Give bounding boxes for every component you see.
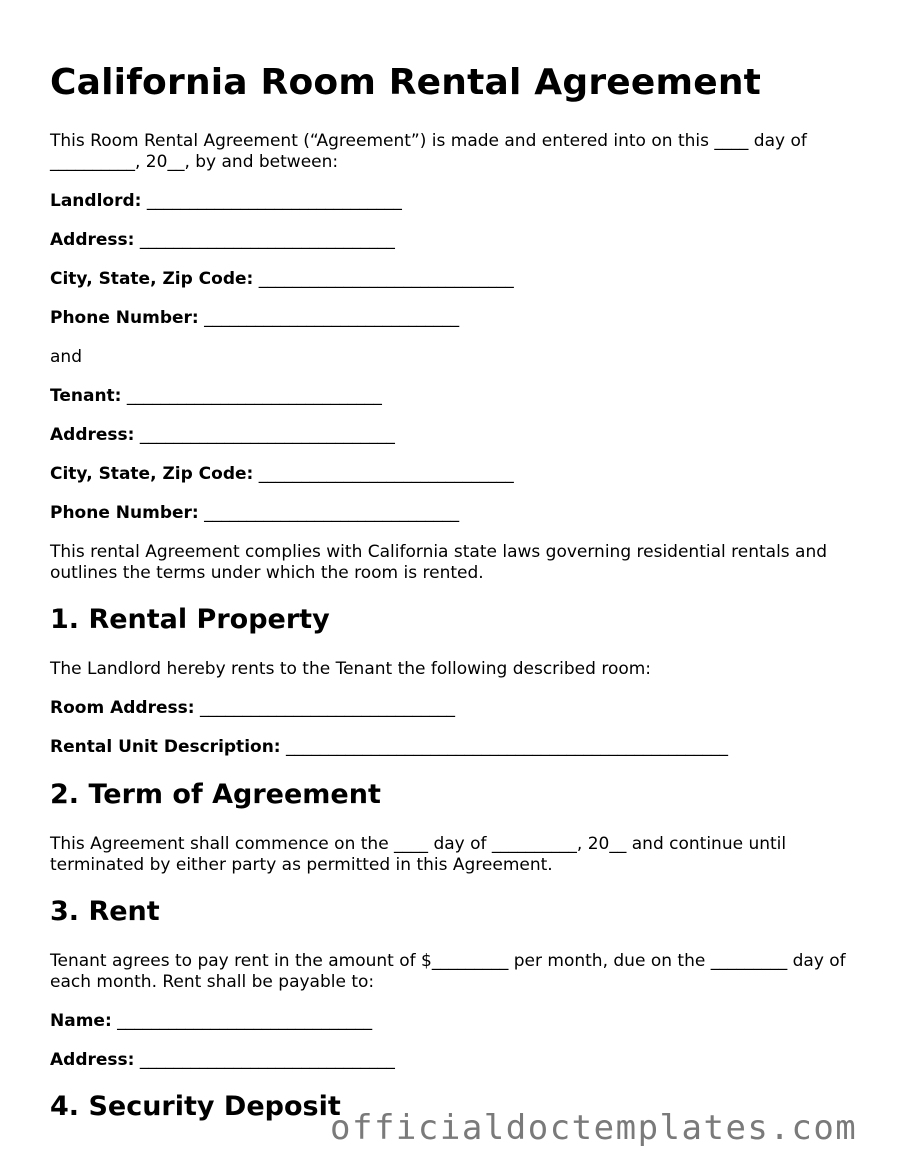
field-label: Tenant: xyxy=(50,386,122,406)
section-heading-term: 2. Term of Agreement xyxy=(50,779,381,810)
field-label: Address: xyxy=(50,1050,135,1070)
term-paragraph: This Agreement shall commence on the ____ day of __________, 20__ and continue until terminated by either party as permitted in this Agreement. xyxy=(50,834,787,875)
field-label: Room Address: xyxy=(50,698,195,718)
rent-paragraph: Tenant agrees to pay rent in the amount of $_________ per month, due on the _________ day of each month. Rent shall be payable to: xyxy=(50,951,846,992)
field-blank[interactable]: ______________________________ xyxy=(199,698,455,718)
section-heading-rent: 3. Rent xyxy=(50,896,160,927)
tenant-city-field xyxy=(50,464,514,485)
room-address-field xyxy=(50,698,455,719)
field-label: City, State, Zip Code: xyxy=(50,464,254,484)
and-text: and xyxy=(50,347,82,367)
landlord-city-field xyxy=(50,269,514,290)
field-blank[interactable]: ______________________________ xyxy=(204,308,460,328)
field-blank[interactable]: ______________________________ xyxy=(204,503,460,523)
field-label: Landlord: xyxy=(50,191,142,211)
field-label: Phone Number: xyxy=(50,503,199,523)
field-blank[interactable]: ______________________________ xyxy=(139,1050,395,1070)
field-blank[interactable]: ____________________________________________________ xyxy=(286,737,729,757)
field-blank[interactable]: ______________________________ xyxy=(258,269,514,289)
field-blank[interactable]: ______________________________ xyxy=(146,191,402,211)
rent-payee-address-field xyxy=(50,1050,395,1071)
rental-property-paragraph: The Landlord hereby rents to the Tenant the following described room: xyxy=(50,659,652,679)
landlord-address-field xyxy=(50,230,395,251)
field-label: Phone Number: xyxy=(50,308,199,328)
tenant-field xyxy=(50,386,382,407)
field-blank[interactable]: ______________________________ xyxy=(126,386,382,406)
field-label: Address: xyxy=(50,230,135,250)
landlord-field xyxy=(50,191,402,212)
field-blank[interactable]: ______________________________ xyxy=(139,230,395,250)
field-label: Address: xyxy=(50,425,135,445)
field-blank[interactable]: ______________________________ xyxy=(117,1011,373,1031)
field-label: Rental Unit Description: xyxy=(50,737,281,757)
document-title: California Room Rental Agreement xyxy=(50,62,762,103)
field-blank[interactable]: ______________________________ xyxy=(139,425,395,445)
rental-unit-description-field xyxy=(50,737,728,758)
field-blank[interactable]: ______________________________ xyxy=(258,464,514,484)
field-label: City, State, Zip Code: xyxy=(50,269,254,289)
section-heading-rental-property: 1. Rental Property xyxy=(50,604,330,635)
tenant-address-field xyxy=(50,425,395,446)
compliance-paragraph: This rental Agreement complies with California state laws governing residential rentals and outlines the terms under which the room is rented. xyxy=(50,542,828,583)
field-label: Name: xyxy=(50,1011,112,1031)
landlord-phone-field xyxy=(50,308,459,329)
intro-paragraph: This Room Rental Agreement (“Agreement”) is made and entered into on this ____ day of __________, 20__, by and between: xyxy=(50,131,807,172)
section-heading-security-deposit: 4. Security Deposit xyxy=(50,1091,341,1122)
tenant-phone-field xyxy=(50,503,459,524)
rent-payee-name-field xyxy=(50,1011,372,1032)
watermark: officialdoctemplates.com xyxy=(330,1108,858,1148)
